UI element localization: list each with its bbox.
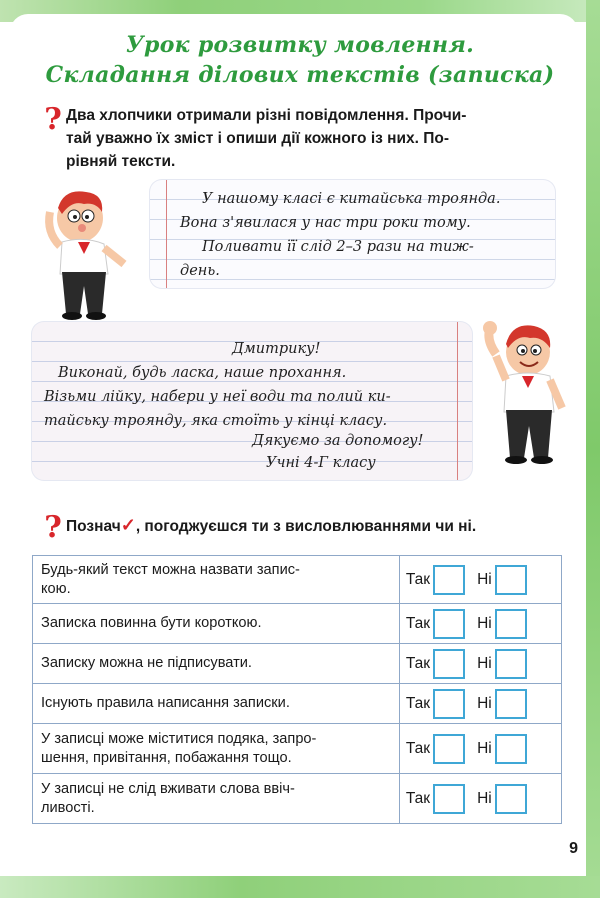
no-label: Ні bbox=[477, 614, 492, 632]
table-row bbox=[33, 684, 562, 724]
answer-options bbox=[399, 604, 561, 644]
note-2-line-3: тайську троянду, яка стоїть у кінці класу. bbox=[44, 413, 388, 429]
decorative-bottom-border bbox=[0, 876, 600, 898]
statement-line: шення, привітання, побажання тощо. bbox=[41, 749, 292, 766]
no-checkbox[interactable] bbox=[495, 784, 527, 814]
table-row bbox=[33, 724, 562, 774]
statement-text bbox=[33, 556, 400, 604]
answer-options bbox=[399, 556, 561, 604]
answer-options bbox=[399, 644, 561, 684]
note-2-greeting: Дмитрику! bbox=[232, 341, 321, 357]
yes-checkbox[interactable] bbox=[433, 609, 465, 639]
note-1-line-2: Вона з'явилася у нас три роки тому. bbox=[180, 215, 471, 231]
note-2-thanks: Дякуємо за допомогу! bbox=[252, 433, 424, 449]
table-row bbox=[33, 556, 562, 604]
statement-line: Будь-який текст можна назвати запис- bbox=[41, 561, 300, 578]
answer-options bbox=[399, 684, 561, 724]
statement-line: У записці може міститися подяка, запро- bbox=[41, 730, 317, 747]
checkmark-icon: ✓ bbox=[120, 515, 136, 535]
statement-line: ливості. bbox=[41, 799, 95, 816]
table-row bbox=[33, 774, 562, 824]
task-1-text bbox=[66, 104, 466, 173]
no-label: Ні bbox=[477, 739, 492, 757]
no-label: Ні bbox=[477, 570, 492, 588]
yes-checkbox[interactable] bbox=[433, 689, 465, 719]
task-2-before-check: Познач bbox=[66, 518, 121, 535]
no-checkbox[interactable] bbox=[495, 565, 527, 595]
question-mark-icon: ? bbox=[40, 106, 66, 134]
no-label: Ні bbox=[477, 789, 492, 807]
no-checkbox[interactable] bbox=[495, 609, 527, 639]
yes-label: Так bbox=[405, 739, 431, 757]
note-2-line-2: Візьми лійку, набери у неї води та полий ки- bbox=[44, 389, 391, 405]
no-checkbox[interactable] bbox=[495, 649, 527, 679]
question-mark-icon: ? bbox=[40, 514, 66, 542]
statement-line: Існують правила написання записки. bbox=[41, 695, 290, 711]
thinking-boy-illustration bbox=[38, 182, 138, 322]
lesson-title-line-2: Складання ділових текстів (записка) bbox=[45, 62, 555, 88]
yes-label: Так bbox=[405, 654, 431, 672]
statement-line: кою. bbox=[41, 580, 71, 597]
task-1-line-3: рівняй тексти. bbox=[66, 153, 176, 170]
yes-label: Так bbox=[405, 614, 431, 632]
note-2-signature: Учні 4-Г класу bbox=[266, 455, 376, 471]
table-row bbox=[33, 644, 562, 684]
yes-checkbox[interactable] bbox=[433, 784, 465, 814]
statement-line: Записку можна не підписувати. bbox=[41, 655, 252, 671]
statement-text bbox=[33, 774, 400, 824]
yes-checkbox[interactable] bbox=[433, 649, 465, 679]
statement-text bbox=[33, 644, 400, 684]
yes-label: Так bbox=[405, 694, 431, 712]
statement-text bbox=[33, 684, 400, 724]
no-checkbox[interactable] bbox=[495, 734, 527, 764]
note-1-line-3: Поливати її слід 2–3 рази на тиж- bbox=[202, 239, 474, 255]
no-label: Ні bbox=[477, 694, 492, 712]
note-1-line-4: день. bbox=[180, 263, 220, 279]
yes-checkbox[interactable] bbox=[433, 734, 465, 764]
table-row bbox=[33, 604, 562, 644]
task-1-line-2: тай уважно їх зміст і опиши дії кожного із них. По- bbox=[66, 130, 450, 147]
statement-text bbox=[33, 604, 400, 644]
lesson-title-line-1: Урок розвитку мовлення. bbox=[125, 32, 475, 58]
no-label: Ні bbox=[477, 654, 492, 672]
answer-options bbox=[399, 774, 561, 824]
yes-label: Так bbox=[405, 789, 431, 807]
page-number: 9 bbox=[569, 840, 578, 857]
yes-label: Так bbox=[405, 570, 431, 588]
decorative-right-border bbox=[586, 0, 600, 898]
note-2-line-1: Виконай, будь ласка, наше прохання. bbox=[58, 365, 347, 381]
yes-checkbox[interactable] bbox=[433, 565, 465, 595]
answer-options bbox=[399, 724, 561, 774]
task-1-line-1: Два хлопчики отримали різні повідомлення. Прочи- bbox=[66, 107, 467, 124]
statement-line: У записці не слід вживати слова ввіч- bbox=[41, 780, 295, 797]
task-2-text bbox=[66, 514, 476, 538]
waving-boy-illustration bbox=[482, 318, 574, 468]
no-checkbox[interactable] bbox=[495, 689, 527, 719]
statement-text bbox=[33, 724, 400, 774]
note-1-line-1: У нашому класі є китайська троянда. bbox=[202, 191, 501, 207]
statement-line: Записка повинна бути короткою. bbox=[41, 615, 262, 631]
statements-table bbox=[32, 555, 562, 824]
task-2-after-check: , погоджуєшся ти з висловлюваннями чи ні. bbox=[135, 518, 477, 535]
